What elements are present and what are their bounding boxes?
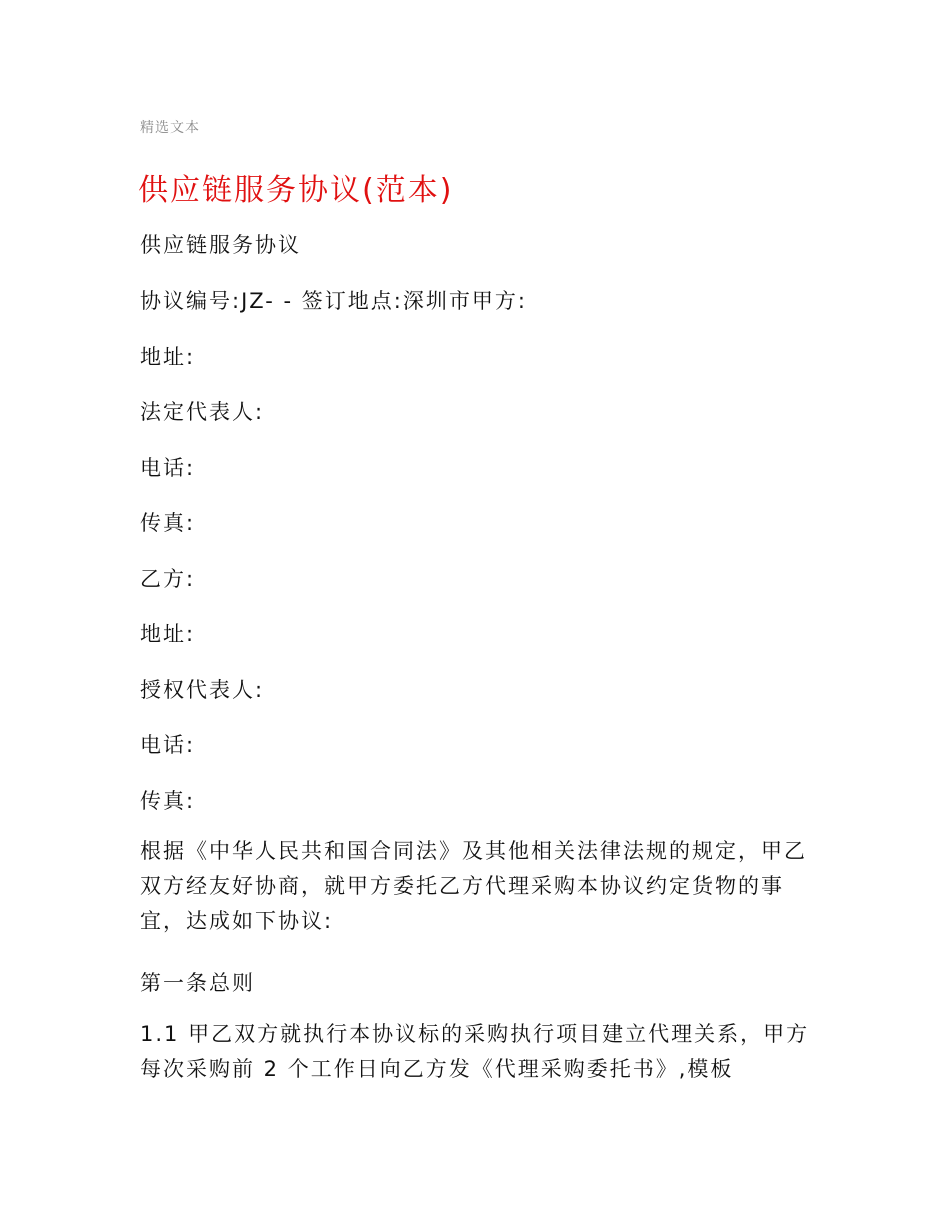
article-1-1-paragraph: 1.1 甲乙双方就执行本协议标的采购执行项目建立代理关系，甲方每次采购前 2 个工作日向乙方发《代理采购委托书》,模板 — [140, 1022, 810, 1081]
document-title: 供应链服务协议(范本) — [138, 173, 454, 208]
party-b-phone: 电话: — [140, 733, 196, 757]
party-b-label: 乙方: — [140, 567, 196, 591]
party-b-address: 地址: — [140, 622, 196, 646]
party-a-address: 地址: — [140, 345, 196, 369]
party-a-fax: 传真: — [140, 511, 196, 535]
article-1-heading: 第一条总则 — [140, 971, 255, 995]
party-a-legal-rep: 法定代表人: — [140, 400, 265, 424]
preamble-paragraph: 根据《中华人民共和国合同法》及其他相关法律法规的规定，甲乙双方经友好协商，就甲方委托乙方代理采购本协议约定货物的事宜，达成如下协议: — [140, 839, 807, 933]
party-b-auth-rep: 授权代表人: — [140, 678, 265, 702]
document-subtitle: 供应链服务协议 — [140, 233, 301, 257]
agreement-number-line: 协议编号:JZ- - 签订地点:深圳市甲方: — [140, 289, 527, 313]
party-a-phone: 电话: — [140, 456, 196, 480]
party-b-fax: 传真: — [140, 789, 196, 813]
header-label: 精选文本 — [140, 120, 200, 136]
